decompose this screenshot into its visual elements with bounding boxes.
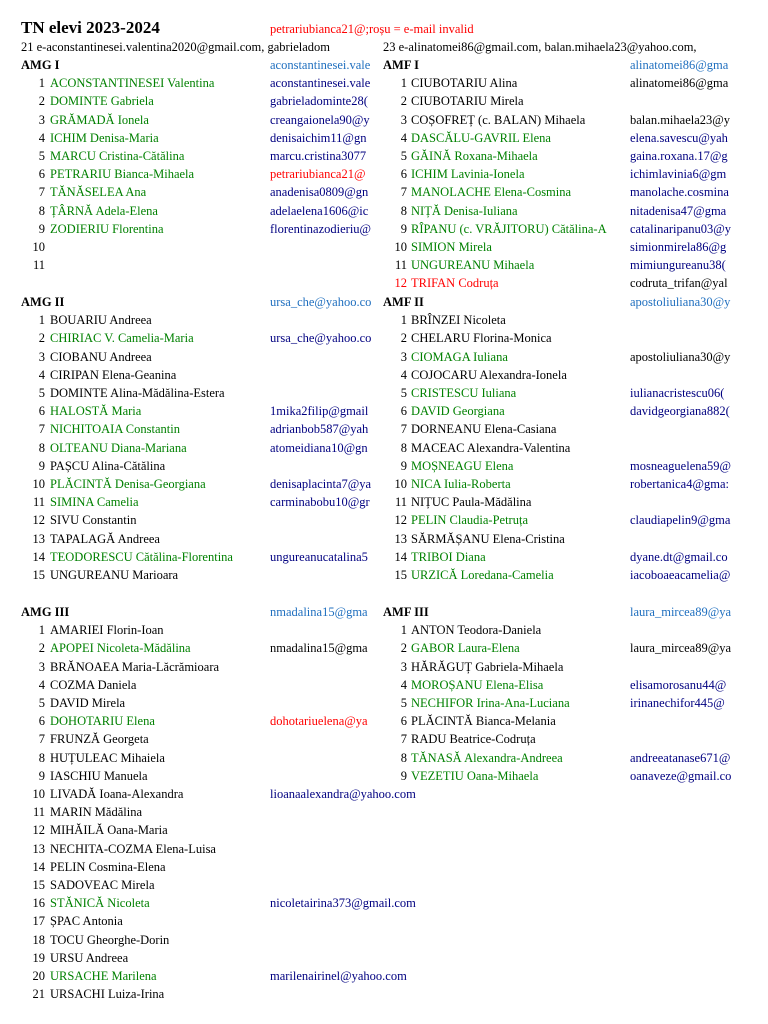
student-email: gabrieladominte28( bbox=[270, 94, 368, 109]
student-name: UNGUREANU Marioara bbox=[50, 568, 179, 582]
row-number: 14 bbox=[394, 549, 407, 564]
student-email: dohotariuelena@ya bbox=[270, 714, 368, 729]
left-email-summary: 21 e-aconstantinesei.valentina2020@gmail.com, gabrieladom bbox=[21, 40, 330, 54]
student-name: APOPEI Nicoleta-Mădălina bbox=[50, 641, 191, 656]
group-header-email: alinatomei86@gma bbox=[630, 58, 729, 72]
row-number: 3 bbox=[38, 112, 45, 127]
student-name: URSU Andreea bbox=[50, 950, 129, 965]
row-number: 10 bbox=[394, 240, 407, 254]
student-name: ZODIERIU Florentina bbox=[50, 221, 164, 236]
student-email: carminabobu10@gr bbox=[270, 495, 370, 510]
student-email: creangaionela90@y bbox=[270, 112, 370, 127]
student-email: catalinaripanu03@y bbox=[630, 221, 732, 236]
row-number: 8 bbox=[38, 203, 45, 218]
student-email: petrariubianca21@ bbox=[270, 167, 366, 182]
row-number: 9 bbox=[400, 768, 407, 783]
row-number: 7 bbox=[400, 185, 407, 200]
student-name: MOROȘANU Elena-Elisa bbox=[411, 677, 544, 692]
row-number: 16 bbox=[32, 896, 45, 911]
row-number: 18 bbox=[32, 932, 45, 947]
student-name: SIMINA Camelia bbox=[50, 495, 139, 510]
student-name: GABOR Laura-Elena bbox=[411, 641, 520, 656]
student-email: alinatomei86@gma bbox=[630, 76, 729, 91]
row-number: 4 bbox=[38, 677, 45, 692]
student-email: elena.savescu@yah bbox=[630, 130, 728, 145]
student-email: denisaplacinta7@ya bbox=[270, 477, 372, 491]
student-email: ursa_che@yahoo.co bbox=[270, 331, 372, 346]
student-name: COJOCARU Alexandra-Ionela bbox=[411, 367, 567, 382]
student-email: simionmirela86@g bbox=[630, 240, 727, 254]
row-number: 9 bbox=[38, 768, 45, 783]
student-name: DOMINTE Alina-Mădălina-Estera bbox=[50, 386, 225, 400]
row-number: 15 bbox=[32, 568, 45, 582]
student-email: nicoletairina373@gmail.com bbox=[270, 896, 416, 911]
student-name: DORNEANU Elena-Casiana bbox=[411, 422, 557, 437]
student-name: MIHĂILĂ Oana-Maria bbox=[50, 823, 168, 838]
student-name: ȘPAC Antonia bbox=[50, 914, 123, 929]
row-number: 12 bbox=[32, 513, 45, 528]
row-number: 8 bbox=[400, 203, 407, 218]
row-number: 1 bbox=[38, 76, 45, 91]
row-number: 7 bbox=[38, 422, 45, 437]
row-number: 10 bbox=[394, 477, 407, 491]
student-name: HUȚULEAC Mihaiela bbox=[50, 750, 165, 765]
row-number: 5 bbox=[400, 386, 407, 400]
row-number: 3 bbox=[38, 349, 45, 364]
student-email: florentinazodieriu@ bbox=[270, 221, 372, 236]
row-number: 13 bbox=[32, 531, 45, 546]
row-number: 4 bbox=[400, 677, 407, 692]
row-number: 7 bbox=[400, 422, 407, 437]
row-number: 2 bbox=[38, 94, 45, 109]
student-name: MACEAC Alexandra-Valentina bbox=[411, 440, 571, 455]
right-email-summary: 23 e-alinatomei86@gmail.com, balan.mihaela23@yahoo.com, bbox=[383, 40, 697, 54]
student-name: STĂNICĂ Nicoleta bbox=[50, 896, 150, 911]
group-header: AMF I bbox=[383, 58, 419, 72]
group-header-email: apostoliuliana30@y bbox=[630, 295, 731, 309]
row-number: 14 bbox=[32, 859, 45, 874]
student-name: URSACHE Marilena bbox=[50, 969, 157, 983]
student-email: andreeatanase671@ bbox=[630, 750, 731, 765]
group-header-email: aconstantinesei.vale bbox=[270, 58, 371, 72]
student-name: NICA Iulia-Roberta bbox=[411, 477, 511, 491]
row-number: 2 bbox=[400, 641, 407, 656]
student-email: marilenairinel@yahoo.com bbox=[270, 969, 407, 983]
row-number: 6 bbox=[400, 167, 407, 182]
student-name: GĂINĂ Roxana-Mihaela bbox=[411, 149, 538, 163]
row-number: 5 bbox=[400, 696, 407, 710]
student-name: HĂRĂGUȚ Gabriela-Mihaela bbox=[411, 659, 564, 674]
row-number: 7 bbox=[38, 732, 45, 747]
student-email: denisaichim11@gn bbox=[270, 130, 367, 145]
student-name: MANOLACHE Elena-Cosmina bbox=[411, 185, 572, 200]
student-name: ANTON Teodora-Daniela bbox=[411, 623, 542, 638]
row-number: 3 bbox=[38, 659, 45, 674]
student-name: IASCHIU Manuela bbox=[50, 768, 148, 783]
student-email: oanaveze@gmail.co bbox=[630, 768, 732, 783]
student-name: CIOMAGA Iuliana bbox=[411, 349, 508, 364]
row-number: 3 bbox=[400, 659, 407, 674]
student-name: MARCU Cristina-Cătălina bbox=[50, 149, 185, 163]
student-name: DOHOTARIU Elena bbox=[50, 714, 155, 729]
row-number: 4 bbox=[400, 130, 407, 145]
student-name: CHELARU Florina-Monica bbox=[411, 331, 552, 346]
row-number: 5 bbox=[38, 386, 45, 400]
student-email: mimiungureanu38( bbox=[630, 258, 726, 273]
student-email: claudiapelin9@gma bbox=[630, 513, 731, 528]
student-name: NECHITA-COZMA Elena-Luisa bbox=[50, 841, 216, 856]
student-email: iulianacristescu06( bbox=[630, 386, 725, 400]
row-number: 17 bbox=[32, 914, 45, 929]
student-email: laura_mircea89@ya bbox=[630, 641, 732, 656]
row-number: 9 bbox=[38, 458, 45, 473]
student-name: ȚÂRNĂ Adela-Elena bbox=[50, 203, 158, 218]
student-name: HALOSTĂ Maria bbox=[50, 404, 142, 419]
student-name: UNGUREANU Mihaela bbox=[411, 258, 535, 273]
row-number: 10 bbox=[32, 787, 45, 801]
row-number: 11 bbox=[32, 805, 45, 820]
row-number: 2 bbox=[400, 331, 407, 346]
student-name: MARIN Mădălina bbox=[50, 805, 142, 820]
student-name: SIMION Mirela bbox=[411, 240, 492, 254]
row-number: 2 bbox=[38, 641, 45, 656]
student-email: ichimlavinia6@gm bbox=[630, 167, 727, 182]
student-name: DASCĂLU-GAVRIL Elena bbox=[411, 130, 551, 145]
row-number: 2 bbox=[400, 94, 407, 109]
group-header: AMG I bbox=[21, 58, 60, 72]
row-number: 1 bbox=[400, 623, 407, 638]
student-name: DOMINTE Gabriela bbox=[50, 94, 154, 109]
student-name: LIVADĂ Ioana-Alexandra bbox=[50, 787, 184, 801]
student-name: VEZETIU Oana-Mihaela bbox=[411, 768, 539, 783]
student-email: dyane.dt@gmail.co bbox=[630, 549, 728, 564]
row-number: 10 bbox=[32, 240, 45, 254]
row-number: 1 bbox=[38, 623, 45, 638]
student-name: CIUBOTARIU Mirela bbox=[411, 94, 524, 109]
row-number: 9 bbox=[400, 221, 407, 236]
row-number: 20 bbox=[32, 969, 45, 983]
group-header-email: laura_mircea89@ya bbox=[630, 605, 732, 619]
student-email: marcu.cristina3077 bbox=[270, 149, 367, 163]
student-email: elisamorosanu44@ bbox=[630, 677, 727, 692]
student-name: ICHIM Denisa-Maria bbox=[50, 130, 159, 145]
row-number: 8 bbox=[38, 750, 45, 765]
student-name: GRĂMADĂ Ionela bbox=[50, 112, 149, 127]
student-name: TĂNASĂ Alexandra-Andreea bbox=[411, 750, 563, 765]
student-name: AMARIEI Florin-Ioan bbox=[50, 623, 164, 638]
student-email: lioanaalexandra@yahoo.com bbox=[270, 787, 416, 801]
row-number: 11 bbox=[394, 495, 407, 510]
student-name: SADOVEAC Mirela bbox=[50, 878, 155, 892]
row-number: 7 bbox=[38, 185, 45, 200]
group-header-email: nmadalina15@gma bbox=[270, 605, 368, 619]
group-header: AMG II bbox=[21, 295, 65, 309]
student-name: URZICĂ Loredana-Camelia bbox=[411, 568, 554, 582]
student-name: PELIN Claudia-Petruța bbox=[411, 513, 528, 528]
row-number: 12 bbox=[394, 276, 407, 291]
student-name: CIRIPAN Elena-Geanina bbox=[50, 367, 177, 382]
row-number: 7 bbox=[400, 732, 407, 747]
student-name: SIVU Constantin bbox=[50, 513, 137, 528]
row-number: 3 bbox=[400, 112, 407, 127]
student-name: PLĂCINTĂ Bianca-Melania bbox=[411, 714, 556, 729]
row-number: 15 bbox=[394, 568, 407, 582]
row-number: 4 bbox=[38, 367, 45, 382]
row-number: 6 bbox=[38, 404, 45, 419]
student-name: ICHIM Lavinia-Ionela bbox=[411, 167, 525, 182]
student-email: ungureanucatalina5 bbox=[270, 549, 368, 564]
student-name: CRISTESCU Iuliana bbox=[411, 386, 517, 400]
student-email: davidgeorgiana882( bbox=[630, 404, 730, 419]
student-name: DAVID Georgiana bbox=[411, 404, 505, 419]
student-name: TRIBOI Diana bbox=[411, 549, 486, 564]
student-name: FRUNZĂ Georgeta bbox=[50, 732, 149, 747]
student-email: balan.mihaela23@y bbox=[630, 112, 731, 127]
student-email: anadenisa0809@gn bbox=[270, 185, 369, 200]
row-number: 6 bbox=[38, 167, 45, 182]
row-number: 12 bbox=[394, 513, 407, 528]
student-email: aconstantinesei.vale bbox=[270, 76, 371, 91]
row-number: 2 bbox=[38, 331, 45, 346]
row-number: 1 bbox=[38, 313, 45, 328]
student-name: OLTEANU Diana-Mariana bbox=[50, 440, 187, 455]
group-header-email: ursa_che@yahoo.co bbox=[270, 295, 372, 309]
row-number: 5 bbox=[400, 149, 407, 163]
row-number: 8 bbox=[38, 440, 45, 455]
row-number: 9 bbox=[400, 458, 407, 473]
student-name: RÎPANU (c. VRĂJITORU) Cătălina-A bbox=[411, 221, 607, 236]
row-number: 15 bbox=[32, 878, 45, 892]
row-number: 11 bbox=[32, 495, 45, 510]
student-name: MOȘNEAGU Elena bbox=[411, 458, 514, 473]
student-email: nmadalina15@gma bbox=[270, 641, 368, 656]
student-name: CIUBOTARIU Alina bbox=[411, 76, 518, 91]
row-number: 4 bbox=[400, 367, 407, 382]
student-email: gaina.roxana.17@g bbox=[630, 149, 728, 163]
student-name: URSACHI Luiza-Irina bbox=[50, 987, 165, 1002]
student-name: TRIFAN Codruța bbox=[411, 276, 499, 291]
row-number: 21 bbox=[32, 987, 45, 1002]
student-email: adelaelena1606@ic bbox=[270, 203, 369, 218]
row-number: 5 bbox=[38, 696, 45, 710]
row-number: 13 bbox=[32, 841, 45, 856]
student-name: BRĂNOAEA Maria-Lăcrămioara bbox=[50, 659, 220, 674]
student-email: apostoliuliana30@y bbox=[630, 349, 731, 364]
student-email: 1mika2filip@gmail bbox=[270, 404, 369, 419]
student-name: COZMA Daniela bbox=[50, 677, 137, 692]
row-number: 9 bbox=[38, 221, 45, 236]
student-name: PETRARIU Bianca-Mihaela bbox=[50, 167, 195, 182]
student-name: TĂNĂSELEA Ana bbox=[50, 185, 147, 200]
row-number: 6 bbox=[400, 714, 407, 729]
row-number: 4 bbox=[38, 130, 45, 145]
row-number: 11 bbox=[394, 258, 407, 273]
row-number: 3 bbox=[400, 349, 407, 364]
row-number: 5 bbox=[38, 149, 45, 163]
invalid-email-note: petrariubianca21@;roșu = e-mail invalid bbox=[270, 22, 474, 36]
row-number: 14 bbox=[32, 549, 45, 564]
row-number: 12 bbox=[32, 823, 45, 838]
student-name: COȘOFREȚ (c. BALAN) Mihaela bbox=[411, 112, 586, 127]
page-title: TN elevi 2023-2024 bbox=[21, 18, 160, 37]
student-name: TEODORESCU Cătălina-Florentina bbox=[50, 549, 233, 564]
row-number: 1 bbox=[400, 313, 407, 328]
group-header: AMG III bbox=[21, 605, 70, 619]
student-name: PLĂCINTĂ Denisa-Georgiana bbox=[50, 477, 206, 491]
student-name: BRÎNZEI Nicoleta bbox=[411, 313, 506, 328]
group-header: AMF III bbox=[383, 605, 429, 619]
student-email: mosneaguelena59@ bbox=[630, 458, 732, 473]
student-name: PELIN Cosmina-Elena bbox=[50, 859, 166, 874]
student-email: iacoboaeacamelia@ bbox=[630, 568, 731, 582]
student-name: CHIRIAC V. Camelia-Maria bbox=[50, 331, 194, 346]
row-number: 19 bbox=[32, 950, 45, 965]
row-number: 13 bbox=[394, 531, 407, 546]
student-name: RADU Beatrice-Codruța bbox=[411, 732, 536, 747]
student-name: NICHITOAIA Constantin bbox=[50, 422, 180, 437]
student-name: TOCU Gheorghe-Dorin bbox=[50, 932, 170, 947]
row-number: 8 bbox=[400, 750, 407, 765]
student-name: DAVID Mirela bbox=[50, 696, 126, 710]
row-number: 1 bbox=[400, 76, 407, 91]
student-email: manolache.cosmina bbox=[630, 185, 729, 200]
student-email: irinanechifor445@ bbox=[630, 696, 725, 710]
row-number: 8 bbox=[400, 440, 407, 455]
row-number: 6 bbox=[400, 404, 407, 419]
row-number: 11 bbox=[32, 258, 45, 273]
student-name: TAPALAGĂ Andreea bbox=[50, 531, 160, 546]
row-number: 6 bbox=[38, 714, 45, 729]
student-email: atomeidiana10@gn bbox=[270, 440, 368, 455]
student-name: NIȚUC Paula-Mădălina bbox=[411, 495, 532, 510]
student-name: CIOBANU Andreea bbox=[50, 349, 152, 364]
student-email: robertanica4@gma: bbox=[630, 477, 729, 491]
student-name: ACONSTANTINESEI Valentina bbox=[50, 76, 215, 91]
row-number: 10 bbox=[32, 477, 45, 491]
student-name: SĂRMĂȘANU Elena-Cristina bbox=[411, 531, 565, 546]
student-email: codruta_trifan@yal bbox=[630, 276, 728, 291]
student-name: BOUARIU Andreea bbox=[50, 313, 152, 328]
student-email: nitadenisa47@gma bbox=[630, 203, 727, 218]
student-email: adrianbob587@yah bbox=[270, 422, 369, 437]
student-name: NECHIFOR Irina-Ana-Luciana bbox=[411, 696, 570, 710]
student-name: NIȚĂ Denisa-Iuliana bbox=[411, 203, 518, 218]
student-name: PAȘCU Alina-Cătălina bbox=[50, 458, 166, 473]
group-header: AMF II bbox=[383, 295, 424, 309]
